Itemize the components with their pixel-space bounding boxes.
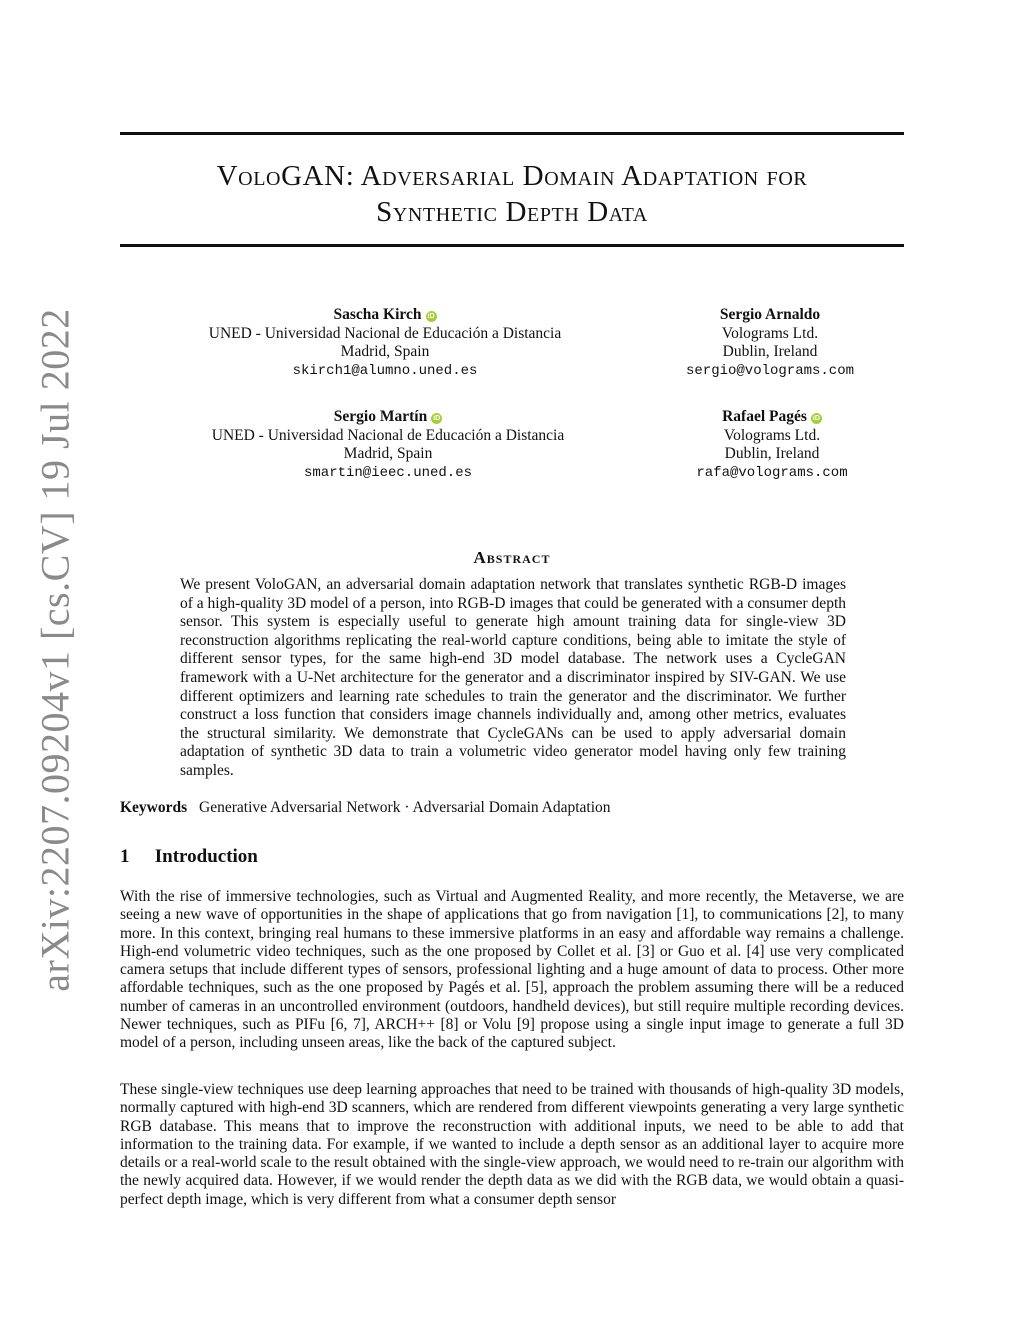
title-line-2: Synthetic Depth Data [376, 196, 648, 228]
keywords [120, 799, 904, 818]
author-name: Sergio Martín iD [333, 408, 441, 425]
author-block-4 [640, 408, 904, 482]
abstract-text: We present VoloGAN, an adversarial domain adaptation network that translates synthetic RGB-D images of a high-quality 3D model of a person, into RGB-D images that could be generated with a consumer depth sensor. This system is especially useful to generate high amount training data for single-view 3D reconstruction algorithms replicating the real-world capture conditions, being able to imitate the style of different sensor types, for the same high-end 3D model database. The network uses a CycleGAN framework with a U-Net architecture for the generator and a discriminator inspired by SIV-GAN. We use different optimizers and learning rate schedules to train the generator and the discriminator. We further construct a loss function that considers image channels individually and, among other metrics, evaluates the structural similarity. We demonstrate that CycleGANs can be used to apply adversarial domain adaptation of synthetic 3D data to train a volumetric video generator model having only few training samples. [180, 576, 846, 779]
abstract-heading: Abstract [473, 548, 551, 567]
author-email[interactable]: sergio@volograms.com [685, 362, 855, 379]
author-affiliation: Volograms Ltd. [723, 426, 821, 444]
author-affiliation: Volograms Ltd. [721, 324, 819, 342]
author-location: Madrid, Spain [343, 445, 433, 462]
section-number: 1 [120, 846, 130, 867]
author-affiliation: UNED - Universidad Nacional de Educación a Distancia [208, 324, 562, 342]
author-name: Sergio Arnaldo [719, 306, 821, 323]
keywords-label: Keywords [120, 799, 188, 816]
orcid-icon[interactable]: iD [433, 415, 441, 422]
intro-paragraph-2: These single-view techniques use deep learning approaches that need to be trained with thousands of high-quality 3D models, normally captured with high-end 3D scanners, which are rendered from different viewpoints generating a very large synthetic RGB database. This means that to improve the reconstruction with additional inputs, we need to be able to add that information to the training data. For example, if we wanted to include a depth sensor as an additional layer to acquire more details or a real-world scale to the result obtained with the single-view approach, we would need to re-train our algorithm with the newly acquired data. However, if we would render the depth data as we did with the RGB data, we would obtain a quasi-perfect depth image, which is very different from what a consumer depth sensor [120, 1081, 904, 1208]
author-location: Madrid, Spain [340, 343, 430, 360]
orcid-icon[interactable]: iD [427, 313, 435, 320]
author-name: Rafael Pagés iD [722, 408, 820, 425]
section-heading [120, 846, 258, 868]
author-location: Dublin, Ireland [724, 445, 820, 462]
author-block-1 [170, 306, 600, 380]
author-email[interactable]: skirch1@alumno.uned.es [292, 362, 478, 379]
intro-paragraph-1: With the rise of immersive technologies, such as Virtual and Augmented Reality, and more recently, the Metaverse, we are seeing a new wave of opportunities in the shape of applications that go from navigation [1], to communications [2], to many more. In this context, bringing real humans to these immersive platforms in an easy and affordable way remains a challenge. High-end volumetric video techniques, such as the one proposed by Collet et al. [3] or Guo et al. [4] use very complicated camera setups that include different types of sensors, professional lighting and a huge amount of data to process. Other more affordable techniques, such as the one proposed by Pagés et al. [5], approach the problem assuming there will be a reduced number of cameras in an uncontrolled environment (outdoors, handheld devices), but still require multiple recording devices. Newer techniques, such as PIFu [6, 7], ARCH++ [8] or Volu [9] propose using a single input image to generate a full 3D model of a person, including unseen areas, like the back of the captured subject. [120, 888, 904, 1052]
orcid-icon[interactable]: iD [812, 415, 820, 422]
author-location: Dublin, Ireland [722, 343, 818, 360]
paper-title [120, 158, 904, 230]
author-name: Sascha Kirch iD [333, 306, 435, 323]
arxiv-identifier-stamp: arXiv:2207.09204v1 [cs.CV] 19 Jul 2022 [32, 308, 78, 992]
author-email[interactable]: smartin@ieec.uned.es [303, 464, 473, 481]
title-top-rule [120, 132, 904, 135]
title-line-1: VoloGAN: Adversarial Domain Adaptation for [216, 160, 808, 192]
keywords-text: Generative Adversarial Network · Adversarial Domain Adaptation [199, 799, 611, 816]
author-email[interactable]: rafa@volograms.com [696, 464, 848, 481]
author-affiliation: UNED - Universidad Nacional de Educación a Distancia [211, 426, 565, 444]
title-bottom-rule [120, 244, 904, 247]
section-title: Introduction [154, 846, 258, 867]
author-block-2 [640, 306, 900, 380]
author-block-3 [170, 408, 606, 482]
